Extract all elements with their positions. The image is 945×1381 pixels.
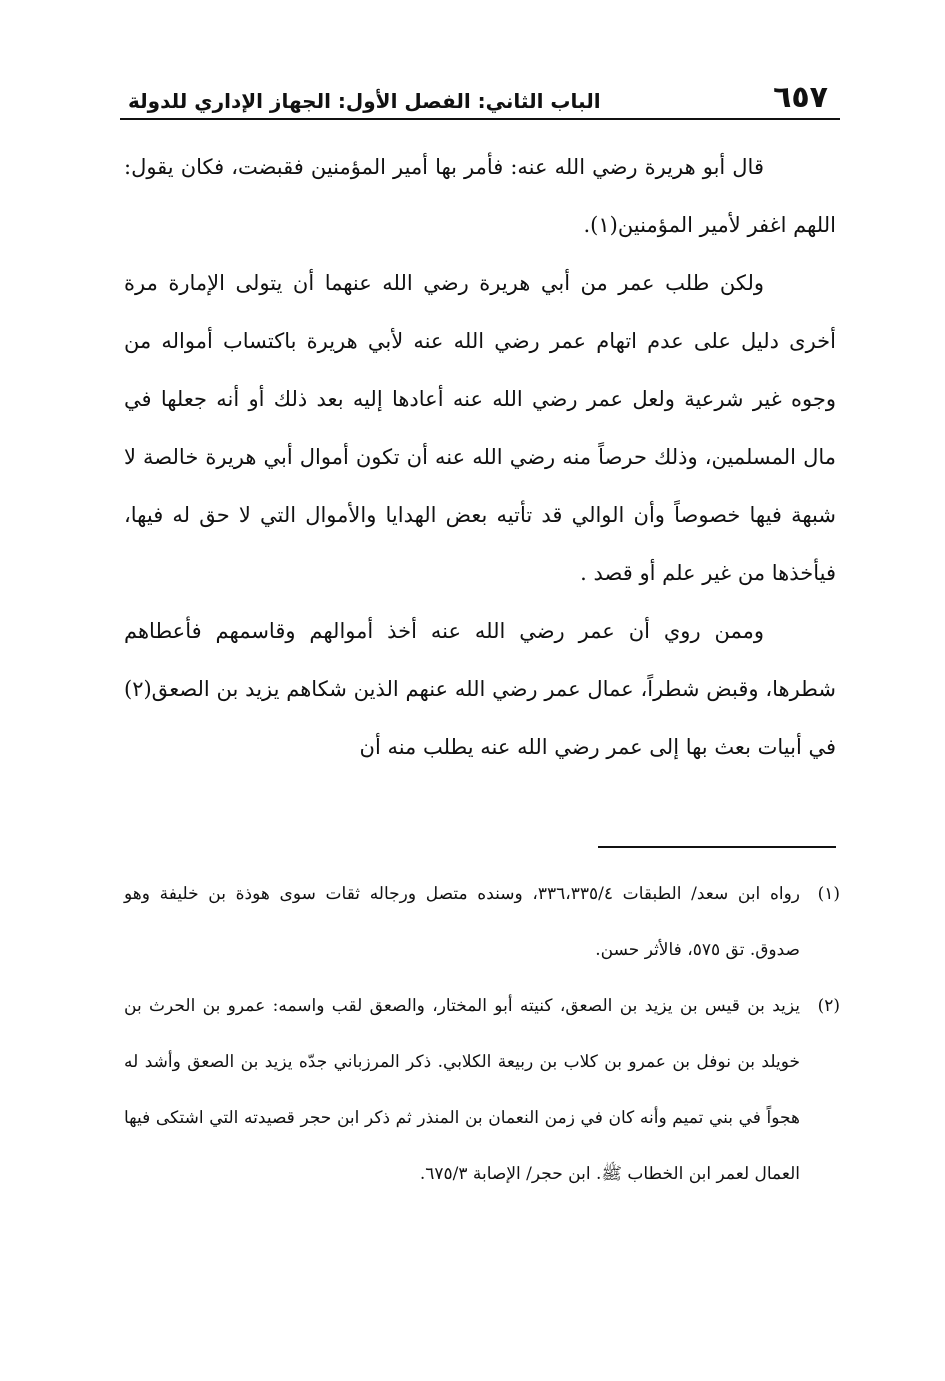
- main-text: [124, 138, 836, 776]
- paragraph-1: قال أبو هريرة رضي الله عنه: فأمر بها أمير المؤمنين فقبضت، فكان يقول: اللهم اغفر لأمير المؤمنين(١).: [124, 155, 836, 237]
- footnote-1-mark: (١): [817, 884, 840, 904]
- paragraph-3: وممن روي أن عمر رضي الله عنه أخذ أموالهم وقاسمهم فأعطاهم شطرها، وقبض شطراً، عمال عمر رضي الله عنهم الذين شكاهم يزيد بن الصعق(٢) في أبيات بعث بها إلى عمر رضي الله عنه يطلب منه أن: [124, 619, 836, 759]
- page-number: ٦٥٧: [773, 80, 828, 115]
- footnotes: [124, 866, 840, 1202]
- running-title: الباب الثاني: الفصل الأول: الجهاز الإداري للدولة: [128, 89, 601, 113]
- footnote-2: [124, 978, 840, 1202]
- footnote-separator: [598, 846, 836, 848]
- paragraph-2: ولكن طلب عمر من أبي هريرة رضي الله عنهما أن يتولى الإمارة مرة أخرى دليل على عدم اتهام عمر رضي الله عنه لأبي هريرة باكتساب أمواله من وجوه غير شرعية ولعل عمر رضي الله عنه أعادها إليه بعد ذلك أو أنه جعلها في مال المسلمين، وذلك حرصاً منه رضي الله عنه أن تكون أموال أبي هريرة خالصة لا شبهة فيها خصوصاً وأن الوالي قد تأتيه بعض الهدايا والأموال التي لا حق له فيها، فيأخذها من غير علم أو قصد .: [124, 271, 837, 585]
- footnote-1: [124, 866, 840, 978]
- page-header: [128, 72, 840, 116]
- header-rule: [120, 118, 840, 120]
- footnote-1-text: رواه ابن سعد/ الطبقات ٣٣٦،٣٣٥/٤، وسنده متصل ورجاله ثقات سوى هوذة بن خليفة وهو صدوق. تق ٥٧٥، فالأثر حسن.: [124, 884, 800, 960]
- footnote-2-mark: (٢): [817, 996, 840, 1016]
- footnote-2-text: يزيد بن قيس بن يزيد بن الصعق، كنيته أبو المختار، والصعق لقب واسمه: عمرو بن الحرث بن خويلد بن نوفل بن عمرو بن كلاب بن ربيعة الكلابي. ذكر المرزباني جدّه يزيد بن الصعق وأشد له هجواً في بني تميم وأنه كان في زمن النعمان بن المنذر ثم ذكر ابن حجر قصيدته التي اشتكى فيها العمال لعمر ابن الخطاب ﷺ. ابن حجر/ الإصابة ٦٧٥/٣.: [124, 996, 800, 1184]
